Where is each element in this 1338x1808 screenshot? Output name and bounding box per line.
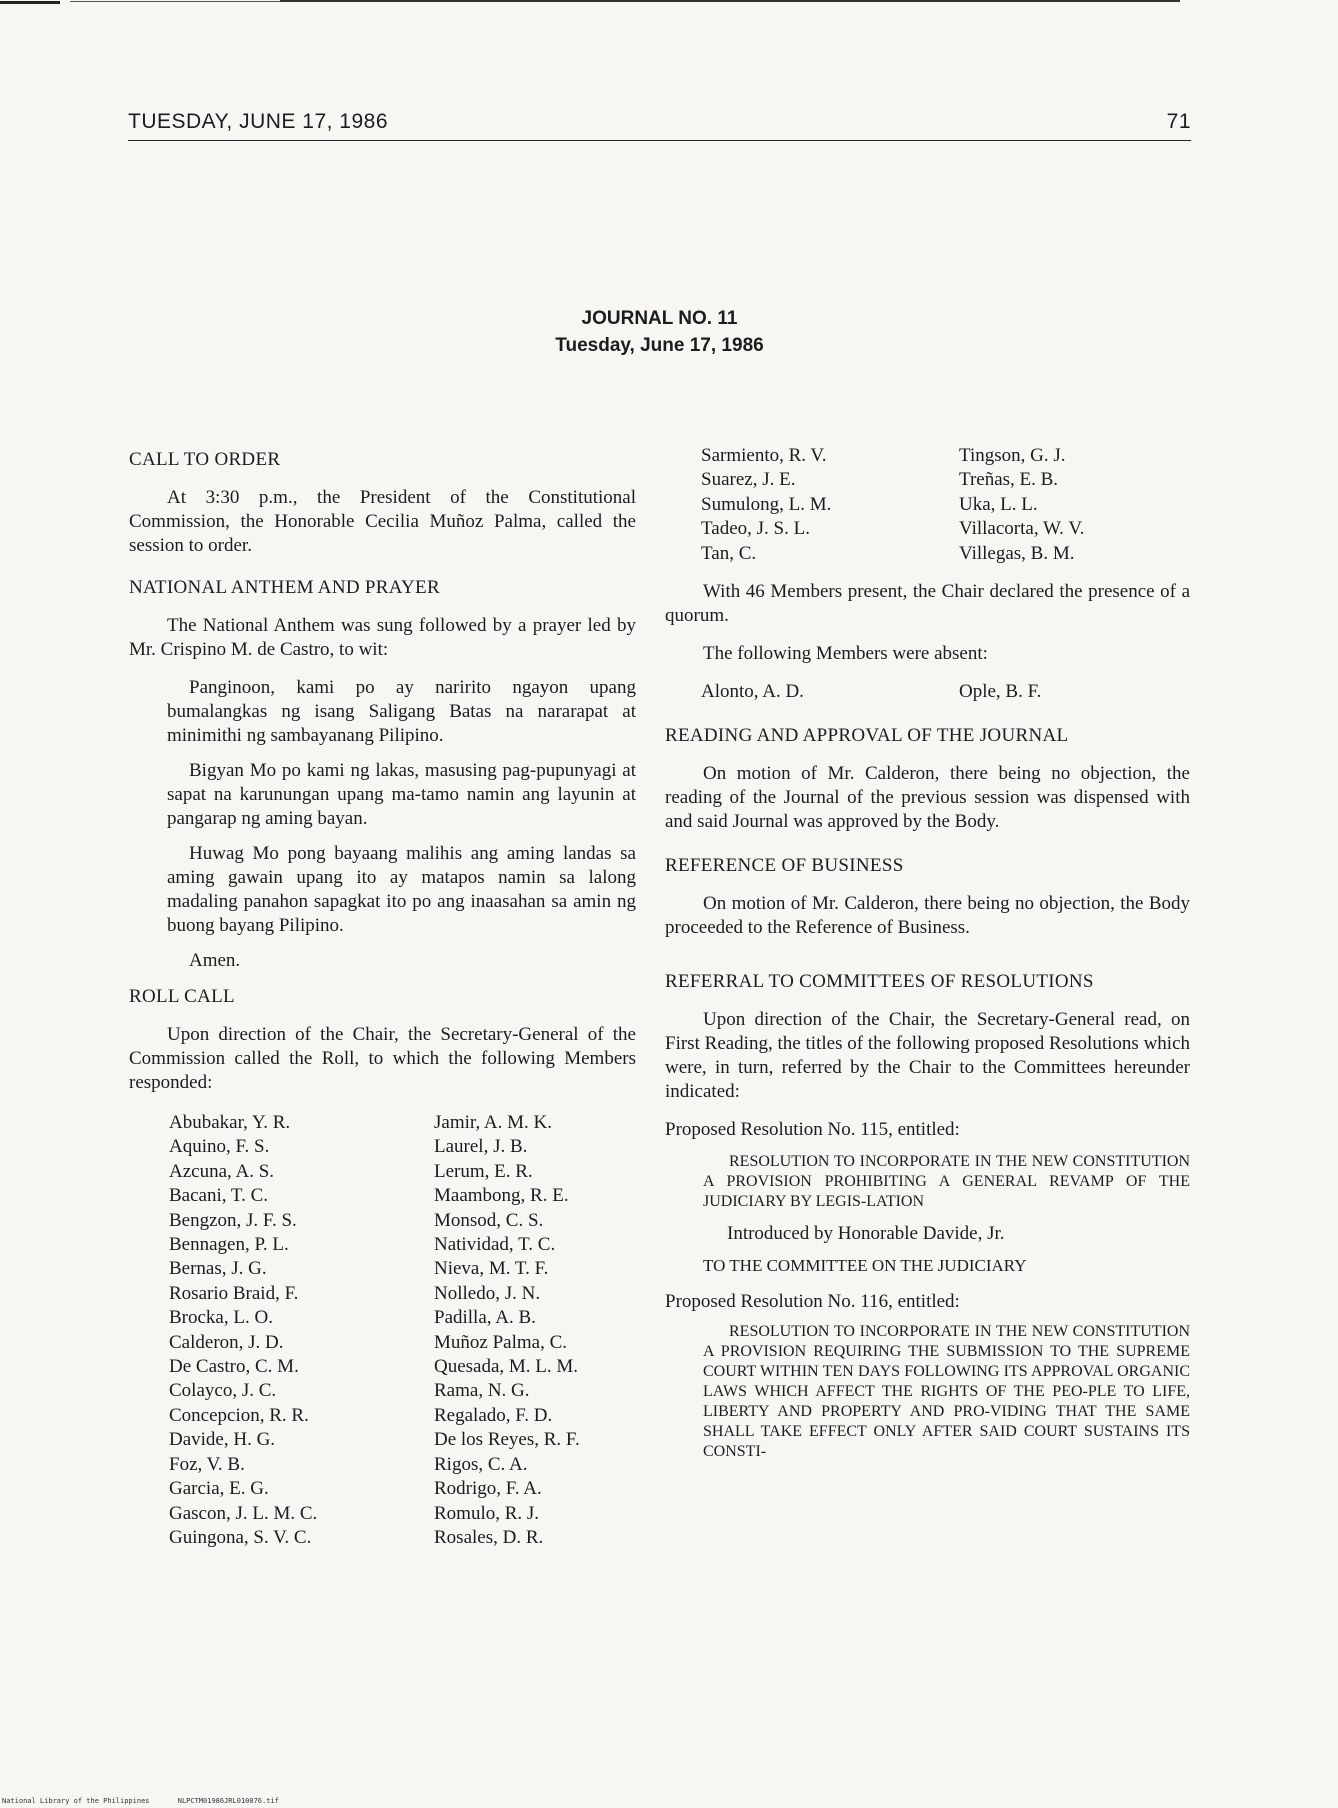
member-name: Lerum, E. R.	[434, 1160, 533, 1182]
referral-text: Upon direction of the Chair, the Secretary-General read, on First Reading, the titles of the following proposed Resolutions which were, in turn, referred by the Chair to the Committees hereunder indicated:	[665, 1009, 1190, 1103]
member-name: Tadeo, J. S. L.	[701, 518, 810, 540]
member-name: Padilla, A. B.	[434, 1307, 536, 1329]
member-name: De Castro, C. M.	[169, 1356, 299, 1378]
member-name: Nolledo, J. N.	[434, 1282, 541, 1304]
journal-title-block	[128, 305, 1191, 359]
anthem-text: The National Anthem was sung followed by a prayer led by Mr. Crispino M. de Castro, to wit:	[129, 615, 636, 660]
journal-title: JOURNAL NO. 11	[581, 308, 738, 329]
roll-call-text: Upon direction of the Chair, the Secretary-General of the Commission called the Roll, to which the following Members responded:	[129, 1024, 636, 1093]
member-name: Bacani, T. C.	[169, 1185, 269, 1207]
running-head	[128, 110, 1191, 141]
referral-heading: REFERRAL TO COMMITTEES OF RESOLUTIONS	[665, 971, 1094, 993]
member-name: Bernas, J. G.	[169, 1258, 267, 1280]
member-name: Jamir, A. M. K.	[434, 1112, 552, 1133]
member-name: Concepcion, R. R.	[169, 1404, 309, 1426]
prayer-paragraph: Bigyan Mo po kami ng lakas, masusing pag-pupunyagi at sapat na karunungan upang ma-tamo namin ang layunin at pangarap ng aming bayan.	[167, 760, 636, 829]
member-name: Azcuna, A. S.	[169, 1160, 275, 1182]
member-name: Natividad, T. C.	[434, 1234, 556, 1256]
prayer-paragraph: Panginoon, kami po ay naririto ngayon upang bumalangkas ng isang Saligang Batas na nararapat at minimithi ng sambayanang Pilipino.	[167, 677, 636, 746]
journal-date: Tuesday, June 17, 1986	[555, 335, 764, 356]
member-name: Abubakar, Y. R.	[169, 1112, 291, 1133]
member-name: Rosales, D. R.	[434, 1526, 544, 1548]
resolution-115-label: Proposed Resolution No. 115, entitled:	[665, 1119, 960, 1141]
member-name: Tan, C.	[701, 542, 757, 564]
page-number: 71	[1166, 110, 1191, 133]
member-name: Sumulong, L. M.	[701, 493, 832, 515]
prayer-block	[129, 676, 636, 973]
resolution-title-text: RESOLUTION TO INCORPORATE IN THE NEW CONSTITUTION A PROVISION REQUIRING THE SUBMISSION TO THE SUPREME COURT WITHIN TEN DAYS FOLLOWING ITS APPROVAL ORGANIC LAWS WHICH AFFECT THE RIGHTS OF THE PEO-PLE TO LIFE, LIBERTY AND PROPERTY AND PRO-VIDING THAT THE SAME SHALL TAKE EFFECT ONLY AFTER SAID COURT SUSTAINS ITS CONSTI-	[703, 1323, 1190, 1461]
resolution-115-introducer: Introduced by Honorable Davide, Jr.	[727, 1223, 1005, 1245]
member-name: Suarez, J. E.	[701, 469, 796, 491]
member-name: Bengzon, J. F. S.	[169, 1209, 297, 1231]
roll-call-heading: ROLL CALL	[129, 986, 235, 1007]
member-name: Nieva, M. T. F.	[434, 1258, 549, 1280]
call-to-order-text: At 3:30 p.m., the President of the Constitutional Commission, the Honorable Cecilia Muñoz Palma, called the session to order.	[129, 487, 636, 556]
member-name: Rosario Braid, F.	[169, 1282, 299, 1304]
right-column	[665, 444, 1190, 1462]
member-name: Davide, H. G.	[169, 1429, 276, 1451]
member-name: Rodrigo, F. A.	[434, 1478, 542, 1500]
roll-call-members	[129, 1111, 636, 1550]
member-name: Monsod, C. S.	[434, 1209, 544, 1231]
scan-footer	[2, 1797, 279, 1805]
scan-top-edge	[0, 0, 1338, 4]
prayer-amen: Amen.	[189, 950, 241, 971]
member-name: Foz, V. B.	[169, 1453, 245, 1475]
anthem-heading: NATIONAL ANTHEM AND PRAYER	[129, 577, 440, 598]
header-date: TUESDAY, JUNE 17, 1986	[128, 110, 389, 133]
reference-heading: REFERENCE OF BUSINESS	[665, 855, 904, 877]
journal-reading-heading: READING AND APPROVAL OF THE JOURNAL	[665, 725, 1069, 747]
member-name: Laurel, J. B.	[434, 1136, 528, 1158]
member-name: Bennagen, P. L.	[169, 1234, 289, 1256]
member-name: Colayco, J. C.	[169, 1380, 277, 1402]
member-name: Villacorta, W. V.	[959, 518, 1085, 540]
member-name: Sarmiento, R. V.	[701, 445, 827, 466]
left-column	[129, 448, 636, 1550]
member-name: Villegas, B. M.	[959, 542, 1075, 564]
quorum-text: With 46 Members present, the Chair declared the presence of a quorum.	[665, 581, 1190, 627]
member-name: Calderon, J. D.	[169, 1331, 284, 1353]
reference-text: On motion of Mr. Calderon, there being no objection, the Body proceeded to the Reference of Business.	[665, 893, 1190, 939]
resolution-115-title	[665, 1152, 1190, 1212]
member-name: Ople, B. F.	[959, 681, 1042, 703]
journal-reading-text: On motion of Mr. Calderon, there being no objection, the reading of the Journal of the previous session was dispensed with and said Journal was approved by the Body.	[665, 763, 1190, 833]
member-name: Regalado, F. D.	[434, 1404, 553, 1426]
scan-file-name: NLPCTM01986JRL010076.tif	[177, 1797, 279, 1805]
member-name: Garcia, E. G.	[169, 1478, 269, 1500]
member-name: Uka, L. L.	[959, 493, 1038, 515]
absent-text: The following Members were absent:	[703, 643, 988, 665]
absent-members	[665, 680, 1190, 704]
member-name: Brocka, L. O.	[169, 1307, 273, 1329]
member-name: Tingson, G. J.	[959, 445, 1066, 466]
member-name: Romulo, R. J.	[434, 1502, 540, 1524]
resolution-116-label: Proposed Resolution No. 116, entitled:	[665, 1291, 960, 1313]
member-name: Rama, N. G.	[434, 1380, 530, 1402]
member-name: De los Reyes, R. F.	[434, 1429, 580, 1451]
resolution-title-text: RESOLUTION TO INCORPORATE IN THE NEW CONSTITUTION A PROVISION PROHIBITING A GENERAL REVAMP OF THE JUDICIARY BY LEGIS-LATION	[703, 1153, 1190, 1211]
resolution-115-committee: TO THE COMMITTEE ON THE JUDICIARY	[703, 1256, 1027, 1276]
member-name: Aquino, F. S.	[169, 1136, 270, 1158]
library-credit: National Library of the Philippines	[2, 1797, 150, 1805]
member-name: Alonto, A. D.	[701, 681, 804, 703]
member-name: Treñas, E. B.	[959, 469, 1059, 491]
member-name: Quesada, M. L. M.	[434, 1356, 579, 1378]
member-name: Rigos, C. A.	[434, 1453, 528, 1475]
roll-call-members-continued	[665, 444, 1190, 566]
member-name: Muñoz Palma, C.	[434, 1331, 567, 1353]
member-name: Gascon, J. L. M. C.	[169, 1502, 318, 1524]
member-name: Guingona, S. V. C.	[169, 1526, 312, 1548]
prayer-paragraph: Huwag Mo pong bayaang malihis ang aming landas sa aming gawain upang ito ay matapos namin sa lalong madaling panahon sapagkat ito po ang inaasahan sa amin ng buong bayang Pilipino.	[167, 843, 636, 936]
member-name: Maambong, R. E.	[434, 1185, 569, 1207]
call-to-order-heading: CALL TO ORDER	[129, 449, 281, 470]
resolution-116-title	[665, 1322, 1190, 1462]
